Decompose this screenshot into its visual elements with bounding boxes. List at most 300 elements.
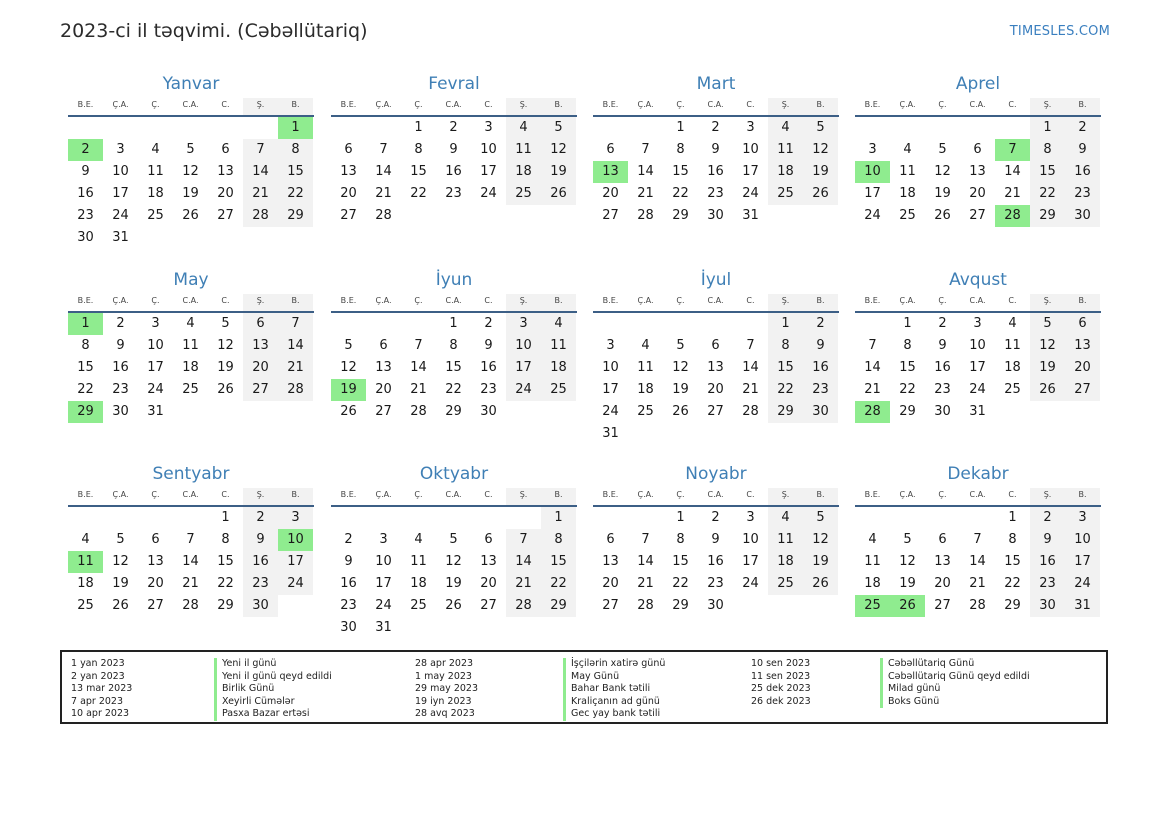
- legend-holiday-name: Gec yay bank tətili: [563, 708, 665, 721]
- day-cell: 2: [116, 316, 125, 331]
- weekday-label: B.: [1065, 294, 1100, 311]
- day-cell: 15: [217, 554, 234, 569]
- day-cell: 18: [182, 360, 199, 375]
- weekday-header: [331, 294, 577, 313]
- day-cell: 19: [182, 186, 199, 201]
- empty-cell: [855, 507, 890, 529]
- empty-cell: [331, 313, 366, 335]
- day-cell: 29: [672, 208, 689, 223]
- day-cell: 7: [278, 313, 313, 335]
- day-cell: 27: [602, 208, 619, 223]
- empty-cell: [541, 205, 576, 227]
- day-cell: 8: [768, 335, 803, 357]
- month-title: Fevral: [428, 74, 480, 94]
- day-cell: 23: [480, 382, 497, 397]
- weekday-label: B.: [278, 294, 313, 311]
- day-cell: 17: [147, 360, 164, 375]
- day-cell: 17: [112, 186, 129, 201]
- day-cell: 24: [278, 573, 313, 595]
- empty-cell: [278, 401, 313, 423]
- week-row: [68, 313, 314, 335]
- day-cell: 13: [340, 164, 357, 179]
- legend-date: 7 apr 2023: [71, 695, 124, 707]
- day-cell: 31: [147, 404, 164, 419]
- day-cell: 7: [641, 142, 650, 157]
- day-cell: 20: [707, 382, 724, 397]
- weekday-label: C.A.: [445, 296, 462, 305]
- month-title: Dekabr: [947, 464, 1009, 484]
- day-cell: 29: [541, 595, 576, 617]
- day-cell: 4: [186, 316, 195, 331]
- empty-cell: [68, 117, 103, 139]
- day-cell: 5: [116, 532, 125, 547]
- legend-dates-column-1: [71, 658, 132, 721]
- day-cell: 9: [938, 338, 947, 353]
- weekday-label: Ç.A.: [112, 100, 129, 109]
- weekday-label: Ş.: [1030, 488, 1065, 505]
- day-cell: 27: [147, 598, 164, 613]
- day-cell: 10: [375, 554, 392, 569]
- day-cell: 11: [1004, 338, 1021, 353]
- day-cell: 31: [602, 426, 619, 441]
- day-cell: 25: [506, 183, 541, 205]
- day-cell: 6: [606, 532, 615, 547]
- day-cell: 6: [973, 142, 982, 157]
- day-cell: 31: [375, 620, 392, 635]
- day-cell: 7: [746, 338, 755, 353]
- day-cell: 22: [410, 186, 427, 201]
- weekday-label: Ç.: [414, 490, 423, 499]
- day-cell: 6: [1065, 313, 1100, 335]
- day-cell: 14: [375, 164, 392, 179]
- day-cell: 9: [1030, 529, 1065, 551]
- day-cell: 10: [742, 532, 759, 547]
- weekday-header: [593, 488, 839, 507]
- empty-cell: [331, 117, 366, 139]
- weekday-label: Ç.: [676, 490, 685, 499]
- day-cell: 28: [742, 404, 759, 419]
- day-cell: 14: [410, 360, 427, 375]
- legend-holiday-name: Milad günü: [880, 683, 1030, 696]
- legend-holiday-name: May Günü: [563, 671, 665, 684]
- week-row: [855, 573, 1101, 595]
- week-row: [593, 205, 839, 227]
- day-cell: 30: [1065, 205, 1100, 227]
- day-cell: 12: [217, 338, 234, 353]
- day-cell: 12: [672, 360, 689, 375]
- weekday-label: C.: [1008, 490, 1017, 499]
- page-title: 2023-ci il təqvimi. (Cəbəllütariq): [60, 20, 368, 42]
- week-row: [331, 595, 577, 617]
- day-cell: 5: [541, 117, 576, 139]
- weekday-label: C.: [746, 490, 755, 499]
- empty-cell: [628, 117, 663, 139]
- empty-cell: [541, 401, 576, 423]
- week-row: [855, 379, 1101, 401]
- day-cell: 13: [217, 164, 234, 179]
- weekday-label: Ç.A.: [112, 490, 129, 499]
- empty-cell: [506, 507, 541, 529]
- week-row: [593, 117, 839, 139]
- day-cell: 18: [410, 576, 427, 591]
- weekday-label: Ç.: [414, 100, 423, 109]
- day-cell: 18: [864, 576, 881, 591]
- weekday-label: Ç.: [938, 490, 947, 499]
- day-cell: 12: [803, 139, 838, 161]
- month-block: [593, 268, 839, 445]
- day-cell: 2: [484, 316, 493, 331]
- weekday-header: [855, 488, 1101, 507]
- day-cell: 20: [147, 576, 164, 591]
- day-cell: 2: [243, 507, 278, 529]
- day-cell: 14: [969, 554, 986, 569]
- week-row: [331, 117, 577, 139]
- weekday-label: Ç.A.: [637, 100, 654, 109]
- legend-holiday-name: Pasxa Bazar ertəsi: [214, 708, 332, 721]
- week-row: [331, 507, 577, 529]
- weekday-label: C.A.: [969, 296, 986, 305]
- day-cell: 19: [803, 551, 838, 573]
- day-cell: 3: [278, 507, 313, 529]
- week-row: [68, 335, 314, 357]
- day-cell: 7: [414, 338, 423, 353]
- weekday-label: C.: [221, 296, 230, 305]
- legend-dates-column-3: [751, 658, 811, 708]
- day-cell: 14: [182, 554, 199, 569]
- legend-date: 10 sen 2023: [751, 658, 811, 669]
- empty-cell: [243, 227, 278, 249]
- weekday-label: B.: [803, 294, 838, 311]
- empty-cell: [436, 205, 471, 227]
- weekday-label: C.A.: [445, 100, 462, 109]
- weekday-label: Ş.: [506, 488, 541, 505]
- weekday-label: C.: [1008, 100, 1017, 109]
- day-cell: 8: [221, 532, 230, 547]
- week-row: [593, 573, 839, 595]
- day-cell: 5: [449, 532, 458, 547]
- week-row: [331, 139, 577, 161]
- day-cell: 11: [768, 139, 803, 161]
- day-cell: 16: [445, 164, 462, 179]
- month-title: May: [173, 270, 209, 290]
- day-cell: 8: [1008, 532, 1017, 547]
- day-cell: 7: [641, 532, 650, 547]
- day-cell: 27: [602, 598, 619, 613]
- legend-date: 28 avq 2023: [415, 708, 475, 719]
- holiday-day-cell: 10: [278, 529, 313, 551]
- day-cell: 6: [344, 142, 353, 157]
- day-cell: 25: [410, 598, 427, 613]
- day-cell: 21: [969, 576, 986, 591]
- day-cell: 23: [243, 573, 278, 595]
- empty-cell: [593, 313, 628, 335]
- empty-cell: [925, 507, 960, 529]
- day-cell: 5: [903, 532, 912, 547]
- day-cell: 5: [938, 142, 947, 157]
- day-cell: 9: [449, 142, 458, 157]
- day-cell: 4: [81, 532, 90, 547]
- day-cell: 27: [1065, 379, 1100, 401]
- day-cell: 3: [746, 510, 755, 525]
- day-cell: 25: [77, 598, 94, 613]
- day-cell: 31: [742, 208, 759, 223]
- day-cell: 10: [1065, 529, 1100, 551]
- legend-holiday-name: Bahar Bank tətili: [563, 683, 665, 696]
- day-cell: 21: [375, 186, 392, 201]
- day-cell: 20: [602, 576, 619, 591]
- weekday-header: [68, 488, 314, 507]
- week-row: [855, 551, 1101, 573]
- weekday-label: Ç.: [414, 296, 423, 305]
- day-cell: 22: [1030, 183, 1065, 205]
- day-cell: 11: [637, 360, 654, 375]
- day-cell: 15: [410, 164, 427, 179]
- day-cell: 23: [1030, 573, 1065, 595]
- day-cell: 6: [484, 532, 493, 547]
- legend-date: 25 dek 2023: [751, 683, 811, 694]
- day-cell: 12: [934, 164, 951, 179]
- weekday-label: Ş.: [768, 294, 803, 311]
- day-cell: 15: [768, 357, 803, 379]
- day-cell: 1: [676, 510, 685, 525]
- day-cell: 21: [1004, 186, 1021, 201]
- holiday-day-cell: 1: [278, 117, 313, 139]
- holiday-legend: [60, 650, 1108, 724]
- day-cell: 15: [899, 360, 916, 375]
- day-cell: 21: [278, 357, 313, 379]
- day-cell: 13: [1065, 335, 1100, 357]
- week-row: [331, 183, 577, 205]
- day-cell: 18: [768, 551, 803, 573]
- day-cell: 5: [803, 507, 838, 529]
- day-cell: 3: [973, 316, 982, 331]
- day-cell: 24: [112, 208, 129, 223]
- day-cell: 3: [1065, 507, 1100, 529]
- month-title: Yanvar: [162, 74, 220, 94]
- day-cell: 7: [973, 532, 982, 547]
- day-cell: 7: [868, 338, 877, 353]
- day-cell: 30: [934, 404, 951, 419]
- day-cell: 4: [506, 117, 541, 139]
- day-cell: 24: [506, 379, 541, 401]
- week-row: [855, 335, 1101, 357]
- week-row: [593, 313, 839, 335]
- day-cell: 20: [602, 186, 619, 201]
- empty-cell: [1030, 401, 1065, 423]
- site-logo-link[interactable]: TIMESLES.COM: [1009, 24, 1110, 39]
- day-cell: 13: [480, 554, 497, 569]
- day-cell: 16: [707, 164, 724, 179]
- empty-cell: [803, 595, 838, 617]
- day-cell: 16: [480, 360, 497, 375]
- week-row: [331, 529, 577, 551]
- weekday-label: B.: [541, 488, 576, 505]
- day-cell: 29: [672, 598, 689, 613]
- day-cell: 18: [77, 576, 94, 591]
- day-cell: 15: [672, 164, 689, 179]
- day-cell: 14: [278, 335, 313, 357]
- week-row: [331, 551, 577, 573]
- week-row: [593, 423, 839, 445]
- weekday-label: Ç.: [151, 100, 160, 109]
- day-cell: 15: [541, 551, 576, 573]
- month-title: İyun: [435, 270, 473, 290]
- weekday-label: Ş.: [506, 294, 541, 311]
- empty-cell: [366, 117, 401, 139]
- day-cell: 8: [676, 532, 685, 547]
- weekday-label: Ş.: [243, 98, 278, 115]
- week-row: [855, 205, 1101, 227]
- empty-cell: [995, 401, 1030, 423]
- empty-cell: [506, 401, 541, 423]
- day-cell: 12: [803, 529, 838, 551]
- weekday-label: Ç.A.: [375, 296, 392, 305]
- week-row: [331, 335, 577, 357]
- weekday-label: Ş.: [1030, 98, 1065, 115]
- empty-cell: [663, 313, 698, 335]
- empty-cell: [733, 423, 768, 445]
- empty-cell: [698, 313, 733, 335]
- day-cell: 1: [449, 316, 458, 331]
- day-cell: 29: [217, 598, 234, 613]
- empty-cell: [733, 595, 768, 617]
- week-row: [593, 379, 839, 401]
- day-cell: 25: [1004, 382, 1021, 397]
- weekday-label: Ç.A.: [637, 296, 654, 305]
- day-cell: 8: [1030, 139, 1065, 161]
- weekday-label: C.: [746, 100, 755, 109]
- holiday-day-cell: 13: [593, 161, 628, 183]
- day-cell: 12: [541, 139, 576, 161]
- empty-cell: [768, 423, 803, 445]
- day-cell: 22: [217, 576, 234, 591]
- day-cell: 4: [768, 117, 803, 139]
- month-block: [855, 462, 1101, 617]
- week-row: [331, 379, 577, 401]
- day-cell: 16: [707, 554, 724, 569]
- empty-cell: [138, 507, 173, 529]
- empty-cell: [401, 313, 436, 335]
- week-row: [593, 401, 839, 423]
- week-row: [331, 617, 577, 639]
- day-cell: 19: [1030, 357, 1065, 379]
- day-cell: 3: [606, 338, 615, 353]
- day-cell: 2: [803, 313, 838, 335]
- day-cell: 25: [182, 382, 199, 397]
- day-cell: 28: [278, 379, 313, 401]
- day-cell: 21: [182, 576, 199, 591]
- day-cell: 17: [480, 164, 497, 179]
- month-title: Mart: [696, 74, 736, 94]
- day-cell: 8: [903, 338, 912, 353]
- week-row: [593, 529, 839, 551]
- day-cell: 20: [217, 186, 234, 201]
- weekday-label: C.A.: [445, 490, 462, 499]
- day-cell: 2: [938, 316, 947, 331]
- weekday-header: [331, 488, 577, 507]
- month-block: [331, 72, 577, 227]
- day-cell: 30: [707, 598, 724, 613]
- day-cell: 11: [506, 139, 541, 161]
- day-cell: 5: [1030, 313, 1065, 335]
- weekday-label: Ç.: [676, 296, 685, 305]
- day-cell: 2: [1030, 507, 1065, 529]
- weekday-header: [68, 294, 314, 313]
- day-cell: 21: [637, 576, 654, 591]
- day-cell: 28: [375, 208, 392, 223]
- day-cell: 1: [903, 316, 912, 331]
- weekday-label: C.: [746, 296, 755, 305]
- week-row: [68, 573, 314, 595]
- week-row: [68, 507, 314, 529]
- weekday-label: B.: [541, 294, 576, 311]
- month-title: Oktyabr: [419, 464, 489, 484]
- month-block: [593, 72, 839, 227]
- day-cell: 16: [1065, 161, 1100, 183]
- empty-cell: [208, 227, 243, 249]
- empty-cell: [803, 423, 838, 445]
- empty-cell: [628, 507, 663, 529]
- day-cell: 16: [1030, 551, 1065, 573]
- empty-cell: [68, 507, 103, 529]
- day-cell: 14: [864, 360, 881, 375]
- weekday-label: Ç.A.: [637, 490, 654, 499]
- month-block: [68, 268, 314, 423]
- holiday-day-cell: 2: [68, 139, 103, 161]
- day-cell: 19: [672, 382, 689, 397]
- day-cell: 24: [480, 186, 497, 201]
- week-row: [855, 139, 1101, 161]
- day-cell: 18: [506, 161, 541, 183]
- empty-cell: [506, 205, 541, 227]
- day-cell: 5: [344, 338, 353, 353]
- holiday-day-cell: 1: [68, 313, 103, 335]
- day-cell: 1: [414, 120, 423, 135]
- weekday-label: C.: [221, 100, 230, 109]
- day-cell: 3: [506, 313, 541, 335]
- week-row: [593, 183, 839, 205]
- empty-cell: [366, 507, 401, 529]
- day-cell: 19: [445, 576, 462, 591]
- holiday-day-cell: 7: [995, 139, 1030, 161]
- week-row: [331, 161, 577, 183]
- day-cell: 27: [969, 208, 986, 223]
- day-cell: 14: [506, 551, 541, 573]
- day-cell: 7: [243, 139, 278, 161]
- day-cell: 3: [484, 120, 493, 135]
- day-cell: 6: [938, 532, 947, 547]
- weekday-header: [855, 294, 1101, 313]
- day-cell: 19: [899, 576, 916, 591]
- empty-cell: [173, 401, 208, 423]
- weekday-label: C.A.: [707, 296, 724, 305]
- day-cell: 1: [1030, 117, 1065, 139]
- month-title: Sentyabr: [152, 464, 230, 484]
- week-row: [68, 227, 314, 249]
- weekday-label: C.A.: [969, 490, 986, 499]
- empty-cell: [698, 423, 733, 445]
- weekday-label: B.E.: [77, 490, 94, 499]
- legend-date: 19 iyn 2023: [415, 695, 472, 707]
- empty-cell: [855, 117, 890, 139]
- day-cell: 23: [340, 598, 357, 613]
- weekday-label: Ç.: [938, 296, 947, 305]
- holiday-day-cell: 11: [68, 551, 103, 573]
- day-cell: 1: [768, 313, 803, 335]
- legend-names-column-1: [214, 658, 332, 721]
- week-row: [855, 313, 1101, 335]
- day-cell: 10: [742, 142, 759, 157]
